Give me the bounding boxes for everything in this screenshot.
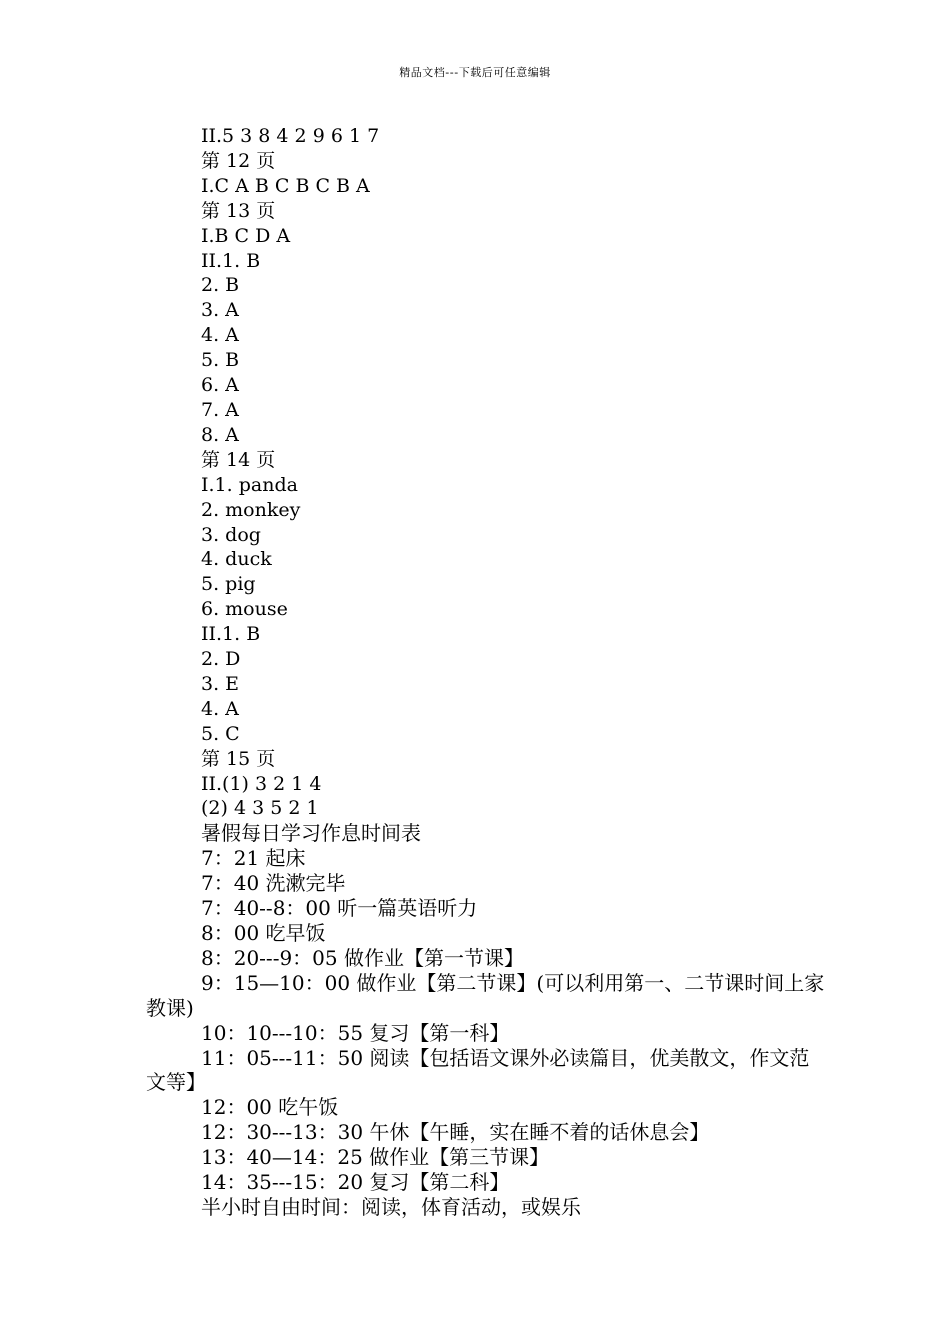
- answer-line: II.5 3 8 4 2 9 6 1 7: [201, 125, 380, 147]
- answer-line: 3. A: [201, 299, 239, 322]
- schedule-item: 7：40--8：00 听一篇英语听力: [201, 896, 478, 921]
- page-heading: 第 13 页: [201, 199, 276, 222]
- schedule-item: 7：40 洗漱完毕: [201, 871, 346, 896]
- answer-line: I.B C D A: [201, 224, 291, 247]
- schedule-item: 13：40—14：25 做作业【第三节课】: [201, 1145, 550, 1170]
- answer-line: 5. C: [201, 722, 240, 745]
- answer-line: 6. mouse: [201, 598, 288, 621]
- schedule-item: 8：20---9：05 做作业【第一节课】: [201, 945, 524, 970]
- page-heading: 第 15 页: [201, 747, 276, 770]
- schedule-item: 14：35---15：20 复习【第二科】: [201, 1170, 510, 1195]
- answer-line: 6. A: [201, 374, 239, 397]
- answer-line: 2. D: [201, 648, 241, 671]
- answer-line: II.1. B: [201, 623, 261, 646]
- answer-line: (2) 4 3 5 2 1: [201, 797, 319, 820]
- answer-line: 8. A: [201, 423, 239, 446]
- answer-line: II.(1) 3 2 1 4: [201, 772, 322, 795]
- answer-line: I.C A B C B C B A: [201, 174, 370, 197]
- schedule-item: 12：00 吃午饭: [201, 1095, 339, 1120]
- schedule-item: 8：00 吃早饭: [201, 921, 326, 945]
- document-body: [146, 124, 826, 1220]
- answer-line: 3. E: [201, 672, 240, 695]
- answer-line: 4. A: [201, 697, 239, 720]
- schedule-item: 12：30---13：30 午休【午睡，实在睡不着的话休息会】: [201, 1120, 710, 1145]
- answer-line: 4. A: [201, 324, 239, 347]
- schedule-paragraph: 11：05---11：50 阅读【包括语文课外必读篇目，优美散文，作文范文等】: [146, 1045, 810, 1095]
- answer-line: II.1. B: [201, 249, 261, 272]
- answer-line: 2. B: [201, 274, 240, 297]
- schedule-paragraph: 9：15—10：00 做作业【第二节课】(可以利用第一、二节课时间上家教课): [146, 970, 825, 1020]
- schedule-item: 10：10---10：55 复习【第一科】: [201, 1020, 510, 1045]
- schedule-title: 暑假每日学习作息时间表: [201, 821, 421, 846]
- page-header: 精品文档---下载后可任意编辑: [399, 66, 551, 79]
- answer-line: I.1. panda: [201, 473, 298, 496]
- answer-line: 4. duck: [201, 548, 272, 571]
- schedule-item: 半小时自由时间：阅读，体育活动，或娱乐: [201, 1194, 581, 1219]
- page-heading: 第 12 页: [201, 149, 276, 172]
- answer-line: 5. B: [201, 349, 240, 372]
- answer-line: 7. A: [201, 398, 239, 421]
- schedule-item: 7：21 起床: [201, 846, 306, 871]
- answer-line: 5. pig: [201, 573, 256, 596]
- answer-line: 2. monkey: [201, 498, 301, 521]
- answer-line: 3. dog: [201, 523, 261, 546]
- page-heading: 第 14 页: [201, 448, 276, 471]
